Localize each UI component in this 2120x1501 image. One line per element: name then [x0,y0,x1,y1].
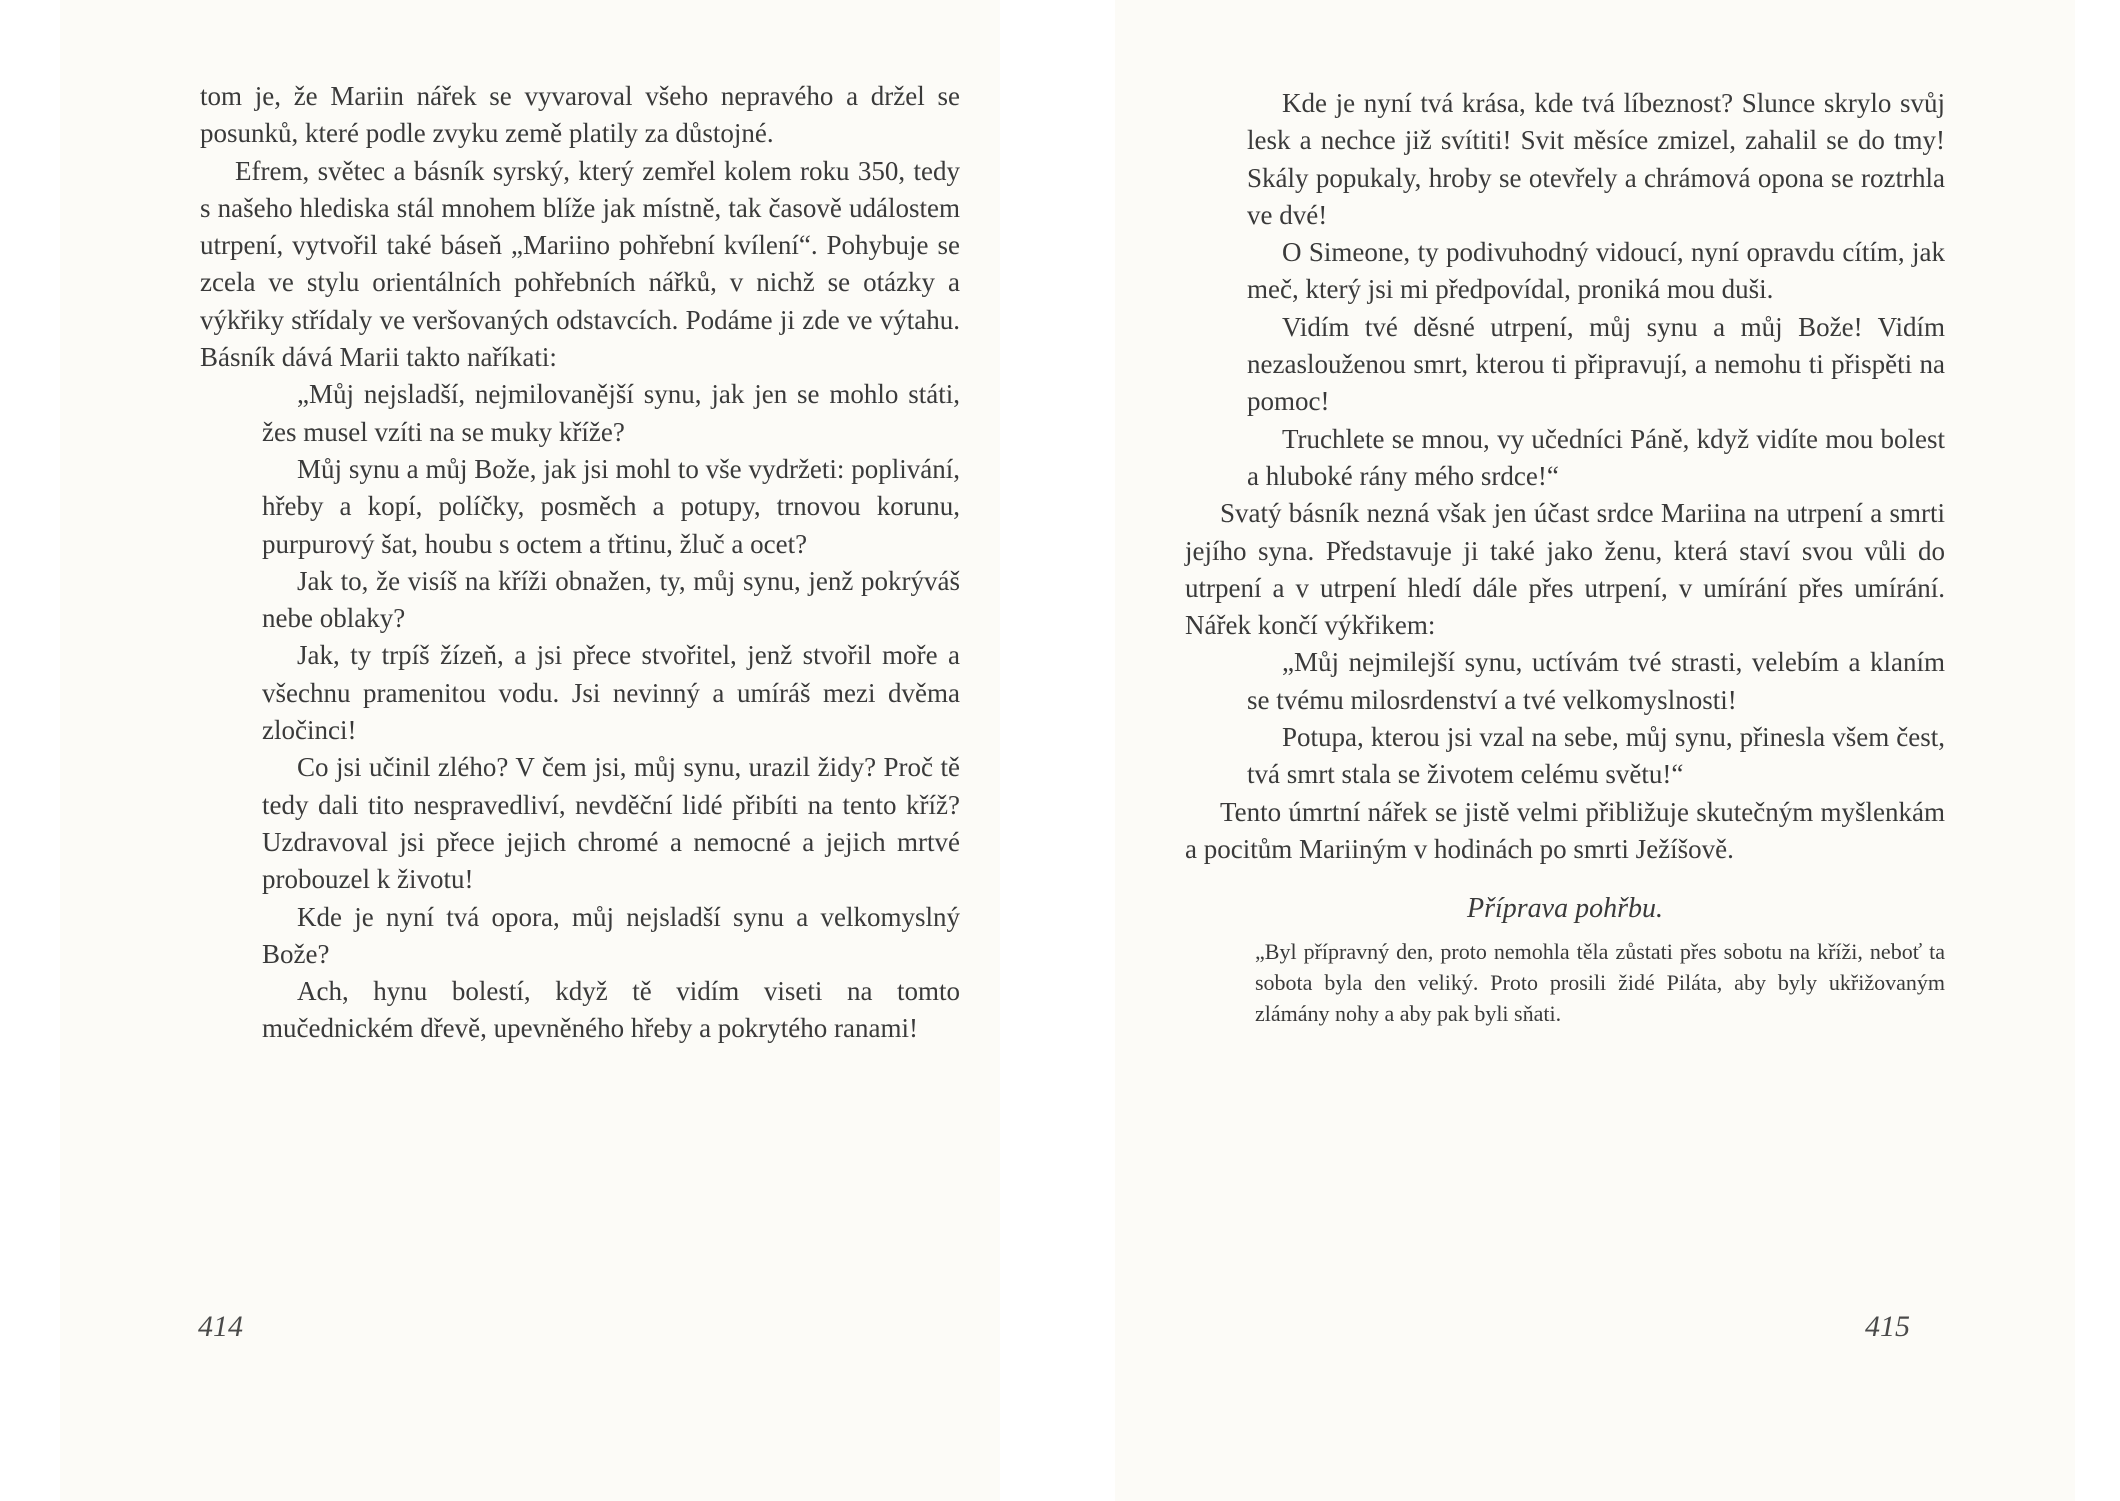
left-text-column [200,78,960,1048]
lament-verse: Truchlete se mnou, vy učedníci Páně, když vidíte mou bolest a hluboké rány mého srdce!“ [1247,423,1945,491]
lament-verse: Vidím tvé děsné utrpení, můj synu a můj Bože! Vidím nezaslouženou smrt, kterou ti připravují, a nemohu ti přispěti na pomoc! [1247,311,1945,417]
right-page [1115,0,2075,1501]
page-number: 414 [198,1310,243,1343]
lament-verse: „Můj nejmilejší synu, uctívám tvé strasti, velebím a klaním se tvému milosrdenství a tvé velkomyslnosti! [1247,647,1945,715]
page-number: 415 [1865,1310,1910,1343]
paragraph: tom je, že Mariin nářek se vyvaroval všeho nepravého a držel se posunků, které podle zvyku země platily za důstojné. [200,81,960,149]
lament-verse: Kde je nyní tvá opora, můj nejsladší synu a velkomyslný Bože? [262,901,960,969]
left-page [60,0,1000,1501]
section-heading: Příprava pohřbu. [1467,893,1663,925]
paragraph: Efrem, světec a básník syrský, který zemřel kolem roku 350, tedy s našeho hlediska stál mnohem blíže jak místně, tak časově událostem utrpení, vytvořil také báseň „Mariino pohřební kvílení“. Pohybuje se zcela ve stylu orientálních pohřebních nářků, v nichž se otázky a výkřiky střídaly ve veršovaných odstavcích. Podáme ji zde ve výtahu. Básník dává Marii takto naříkati: [200,155,960,373]
lament-verse: Můj synu a můj Bože, jak jsi mohl to vše vydržeti: poplivání, hřeby a kopí, políčky, posměch a potupy, trnovou korunu, purpurový šat, houbu s octem a třtinu, žluč a ocet? [262,453,960,559]
lament-verse: Kde je nyní tvá krása, kde tvá líbeznost? Slunce skrylo svůj lesk a nechce již svítiti! Svit měsíce zmizel, zahalil se do tmy! Skály popukaly, hroby se otevřely a chrámová opona se roztrhla ve dvé! [1247,88,1945,230]
paragraph: Svatý básník nezná však jen účast srdce Mariina na utrpení a smrti jejího syna. Představuje ji také jako ženu, která staví svou vůli do utrpení a v utrpení hledí dále přes utrpení, v umírání přes umírání. Nářek končí výkřikem: [1185,498,1945,641]
lament-verse: Ach, hynu bolestí, když tě vidím viseti na tomto mučednickém dřevě, upevněného hřeby a pokrytého ranami! [262,976,960,1044]
lament-verse: Jak to, že visíš na kříži obnažen, ty, můj synu, jenž pokrýváš nebe oblaky? [262,565,960,634]
scripture-quote: „Byl přípravný den, proto nemohla těla zůstati přes sobotu na kříži, neboť ta sobota byla den veliký. Proto prosili židé Piláta, aby byly ukřižovaným zlámány nohy a aby pak byli sňati. [1255,939,1945,1027]
lament-verse: Co jsi učinil zlého? V čem jsi, můj synu, urazil židy? Proč tě tedy dali tito nespravedliví, nevděční lidé přibíti na tento kříž? Uzdravoval jsi přece jejich chromé a nemocné a jejich mrtvé probouzel k životu! [262,752,960,895]
lament-verse: „Můj nejsladší, nejmilovanější synu, jak jen se mohlo státi, žes musel vzíti na se muky kříže? [262,379,960,447]
right-text-column [1185,85,1945,1029]
paragraph: Tento úmrtní nářek se jistě velmi přibližuje skutečným myšlenkám a pocitům Mariiným v hodinách po smrti Ježíšově. [1185,796,1945,864]
lament-verse: O Simeone, ty podivuhodný vidoucí, nyní opravdu cítím, jak meč, který jsi mi předpovídal, proniká mou duši. [1247,237,1945,305]
lament-verse: Potupa, kterou jsi vzal na sebe, můj synu, přinesla všem čest, tvá smrt stala se životem celému světu!“ [1247,722,1945,790]
lament-verse: Jak, ty trpíš žízeň, a jsi přece stvořitel, jenž stvořil moře a všechnu pramenitou vodu. Jsi nevinný a umíráš mezi dvěma zločinci! [262,640,960,746]
